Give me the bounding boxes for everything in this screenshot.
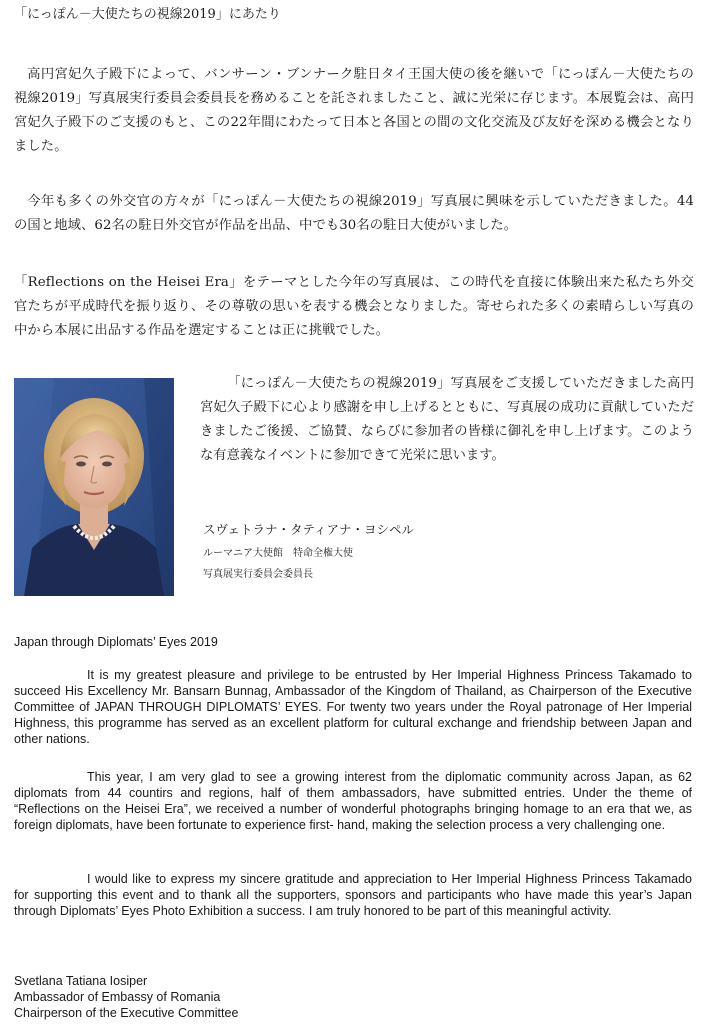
ambassador-portrait-photo (14, 378, 174, 596)
portrait-illustration (14, 378, 174, 596)
en-paragraph-1-text: It is my greatest pleasure and privilege to be entrusted by Her Imperial Highness Princess Takamado to succeed His Excellency Mr. Bansarn Bunnag, Ambassador of the Kingdom of Thailand, as Chairperson of the Executive Committee of JAPAN THROUGH DIPLOMATS’ EYES. For twenty two years under the Royal patronage of Her Imperial Highness, this programme has served as an excellent platform for cultural exchange and friendship between Japan and other nations. (14, 668, 692, 746)
en-paragraph-3 (14, 871, 692, 919)
en-paragraph-2-text: This year, I am very glad to see a growing interest from the diplomatic community across Japan, as 62 diplomats from 44 countirs and regions, half of them ambassadors, have submitted entries. Under the theme of “Reflections on the Heisei Era”, we received a number of wonderful photographs bringing homage to an era that we, as foreign diplomats, have been fortunate to experience first- hand, making the selection process a very challenging one. (14, 770, 692, 832)
jp-paragraph-2 (14, 190, 694, 238)
jp-paragraph-3-text: 「Reflections on the Heisei Era」をテーマとした今年の写真展は、この時代を直接に体験出来た私たち外交官たちが平成時代を振り返り、その尊敬の思いを表する機会となりました。寄せられた多くの素晴らしい写真の中から本展に出品する作品を選定することは正に挑戦でした。 (14, 275, 694, 338)
en-paragraph-3-text: I would like to express my sincere gratitude and appreciation to Her Imperial Highness Princess Takamado for supporting this event and to thank all the supporters, sponsors and participants who have made this year’s Japan through Diplomats’ Eyes Photo Exhibition a success. I am truly honored to be part of this meaningful activity. (14, 872, 692, 918)
en-title: Japan through Diplomats’ Eyes 2019 (14, 635, 218, 649)
jp-signature-name: スヴェトラナ・タティアナ・ヨシペル (203, 522, 415, 537)
jp-title: 「にっぽん－大使たちの視線2019」にあたり (14, 7, 281, 22)
jp-signature-role: 写真展実行委員会委員長 (203, 569, 313, 580)
jp-paragraph-3 (14, 271, 694, 343)
jp-paragraph-4 (200, 372, 694, 468)
jp-paragraph-1-text: 高円宮妃久子殿下によって、バンサーン・ブンナーク駐日タイ王国大使の後を継いで「にっぽん－大使たちの視線2019」写真展実行委員会委員長を務めることを託されましたこと、誠に光栄に存じます。本展覧会は、高円宮妃久子殿下のご支援のもと、この22年間にわたって日本と各国との間の文化交流及び友好を深める機会となりました。 (14, 67, 694, 154)
jp-signature-title: ルーマニア大使館 特命全権大使 (203, 548, 353, 559)
jp-paragraph-2-text: 今年も多くの外交官の方々が「にっぽん－大使たちの視線2019」写真展に興味を示していただきました。44の国と地域、62名の駐日外交官が作品を出品、中でも30名の駐日大使がいました。 (14, 194, 694, 233)
jp-paragraph-1 (14, 63, 694, 159)
en-paragraph-1 (14, 667, 692, 747)
en-signature-title: Ambassador of Embassy of Romania (14, 990, 221, 1004)
en-paragraph-2 (14, 769, 692, 833)
en-signature-role: Chairperson of the Executive Committee (14, 1006, 239, 1020)
en-signature-name: Svetlana Tatiana Iosiper (14, 974, 148, 988)
jp-paragraph-4-text: 「にっぽん－大使たちの視線2019」写真展をご支援していただきました高円宮妃久子殿下に心より感謝を申し上げるとともに、写真展の成功に貢献していただきましたご後援、ご協賛、ならびに参加者の皆様に御礼を申し上げます。このような有意義なイベントに参加できて光栄に思います。 (200, 376, 694, 463)
